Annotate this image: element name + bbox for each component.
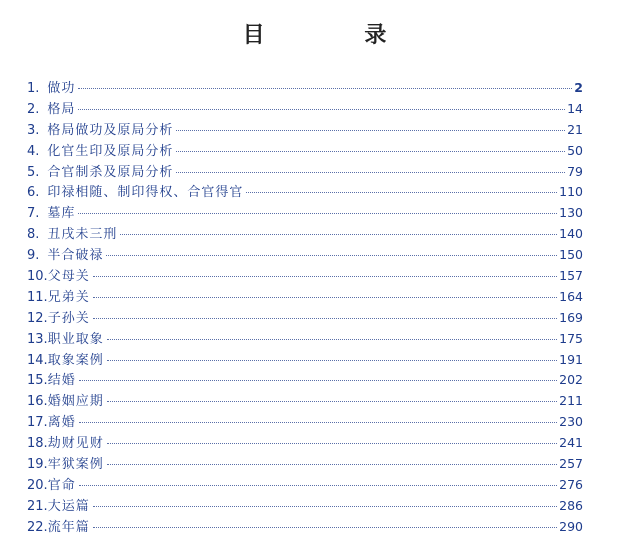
toc-entry-page-number: 2 <box>574 80 583 95</box>
toc-entry[interactable] <box>27 329 583 350</box>
toc-entry-title: 丑戌未三刑 <box>47 227 118 243</box>
toc-dot-leader <box>176 130 565 131</box>
toc-dot-leader <box>107 464 557 465</box>
toc-entry-number: 21. <box>27 498 48 514</box>
toc-entry-number: 16. <box>27 394 48 410</box>
toc-entry[interactable] <box>27 203 583 224</box>
toc-entry-number: 19. <box>27 457 48 473</box>
toc-entry-title: 婚姻应期 <box>47 394 104 410</box>
toc-dot-leader <box>93 276 557 277</box>
toc-list <box>27 78 583 538</box>
toc-entry-title: 大运篇 <box>47 498 90 514</box>
toc-entry[interactable] <box>27 391 583 412</box>
toc-entry-number: 1. <box>27 81 40 96</box>
toc-dot-leader <box>176 172 565 173</box>
toc-entry-number: 18. <box>27 436 48 452</box>
toc-dot-leader <box>107 401 557 402</box>
toc-entry-page-number: 290 <box>559 518 583 534</box>
toc-dot-leader <box>93 506 557 507</box>
toc-entry-title: 劫财见财 <box>47 436 104 452</box>
toc-entry-number: 17. <box>27 415 48 431</box>
toc-entry-page-number: 150 <box>559 247 583 263</box>
toc-dot-leader <box>107 443 557 444</box>
toc-entry-title: 官命 <box>47 477 76 493</box>
toc-entry-title: 半合破禄 <box>47 248 104 264</box>
toc-entry[interactable] <box>27 78 583 99</box>
toc-entry-title: 做功 <box>47 81 76 96</box>
toc-entry-number: 14. <box>27 352 48 368</box>
toc-entry-page-number: 175 <box>559 330 583 346</box>
toc-entry[interactable] <box>27 120 583 141</box>
toc-entry[interactable] <box>27 517 583 538</box>
toc-entry-number: 13. <box>27 331 48 347</box>
toc-dot-leader <box>93 297 557 298</box>
toc-entry-title: 父母关 <box>47 269 90 285</box>
toc-entry-title: 牢狱案例 <box>47 457 104 473</box>
toc-entry-title: 离婚 <box>47 415 76 431</box>
toc-entry[interactable] <box>27 454 583 475</box>
toc-entry-page-number: 202 <box>559 372 583 388</box>
toc-entry[interactable] <box>27 496 583 517</box>
toc-entry-title: 格局做功及原局分析 <box>47 122 174 138</box>
toc-entry-title: 墓库 <box>47 206 76 222</box>
toc-entry-number: 9. <box>27 248 40 264</box>
toc-entry-page-number: 286 <box>559 497 583 513</box>
toc-dot-leader <box>106 255 557 256</box>
toc-dot-leader <box>78 109 565 110</box>
toc-entry[interactable] <box>27 266 583 287</box>
toc-entry-title: 子孙关 <box>47 310 90 326</box>
toc-entry-page-number: 140 <box>559 226 583 242</box>
toc-entry-number: 7. <box>27 206 40 222</box>
toc-entry-number: 3. <box>27 122 40 138</box>
toc-entry-page-number: 14 <box>567 100 583 116</box>
toc-dot-leader <box>176 151 565 152</box>
toc-entry-page-number: 276 <box>559 476 583 492</box>
toc-entry-page-number: 241 <box>559 435 583 451</box>
toc-entry-number: 8. <box>27 227 40 243</box>
toc-dot-leader <box>79 485 557 486</box>
toc-entry-page-number: 21 <box>567 121 583 137</box>
toc-entry-title: 印禄相随、制印得权、合官得官 <box>47 185 244 201</box>
toc-entry-page-number: 257 <box>559 456 583 472</box>
toc-entry[interactable] <box>27 245 583 266</box>
toc-entry[interactable] <box>27 308 583 329</box>
toc-entry[interactable] <box>27 224 583 245</box>
toc-entry-number: 20. <box>27 477 48 493</box>
toc-entry-title: 合官制杀及原局分析 <box>47 164 174 180</box>
toc-entry-title: 流年篇 <box>47 519 90 535</box>
toc-entry-page-number: 50 <box>567 142 583 158</box>
toc-entry-number: 5. <box>27 164 40 180</box>
toc-entry-number: 2. <box>27 101 40 117</box>
toc-entry[interactable] <box>27 287 583 308</box>
toc-entry-title: 取象案例 <box>47 352 104 368</box>
toc-dot-leader <box>107 360 557 361</box>
toc-entry[interactable] <box>27 475 583 496</box>
toc-dot-leader <box>107 339 557 340</box>
toc-entry[interactable] <box>27 162 583 183</box>
toc-entry-number: 4. <box>27 143 40 159</box>
toc-title: 目 录 <box>242 23 433 48</box>
toc-entry[interactable] <box>27 350 583 371</box>
toc-entry[interactable] <box>27 370 583 391</box>
toc-entry-title: 职业取象 <box>47 331 104 347</box>
toc-entry-title: 兄弟关 <box>47 289 90 305</box>
toc-entry-page-number: 230 <box>559 414 583 430</box>
toc-entry-title: 化官生印及原局分析 <box>47 143 174 159</box>
toc-entry-page-number: 169 <box>559 309 583 325</box>
toc-dot-leader <box>246 192 557 193</box>
toc-entry-number: 10. <box>27 269 48 285</box>
toc-dot-leader <box>93 318 557 319</box>
toc-dot-leader <box>78 88 572 89</box>
toc-entry-number: 12. <box>27 310 48 326</box>
toc-dot-leader <box>78 213 557 214</box>
toc-entry-number: 15. <box>27 373 48 389</box>
toc-entry-number: 11. <box>27 289 48 305</box>
toc-entry[interactable] <box>27 412 583 433</box>
toc-entry[interactable] <box>27 141 583 162</box>
toc-entry-page-number: 211 <box>559 393 583 409</box>
toc-dot-leader <box>93 527 557 528</box>
toc-entry-title: 结婚 <box>47 373 76 389</box>
toc-dot-leader <box>120 234 557 235</box>
toc-entry-page-number: 164 <box>559 288 583 304</box>
toc-entry-page-number: 79 <box>567 163 583 179</box>
toc-entry[interactable] <box>27 433 583 454</box>
toc-entry-page-number: 191 <box>559 351 583 367</box>
toc-entry-page-number: 110 <box>559 184 583 200</box>
toc-entry-title: 格局 <box>47 101 76 117</box>
toc-entry-number: 22. <box>27 519 48 535</box>
toc-dot-leader <box>79 380 557 381</box>
toc-entry[interactable] <box>27 99 583 120</box>
toc-entry-page-number: 130 <box>559 205 583 221</box>
toc-entry[interactable] <box>27 182 583 203</box>
toc-dot-leader <box>79 422 557 423</box>
toc-entry-page-number: 157 <box>559 268 583 284</box>
toc-entry-number: 6. <box>27 185 40 201</box>
